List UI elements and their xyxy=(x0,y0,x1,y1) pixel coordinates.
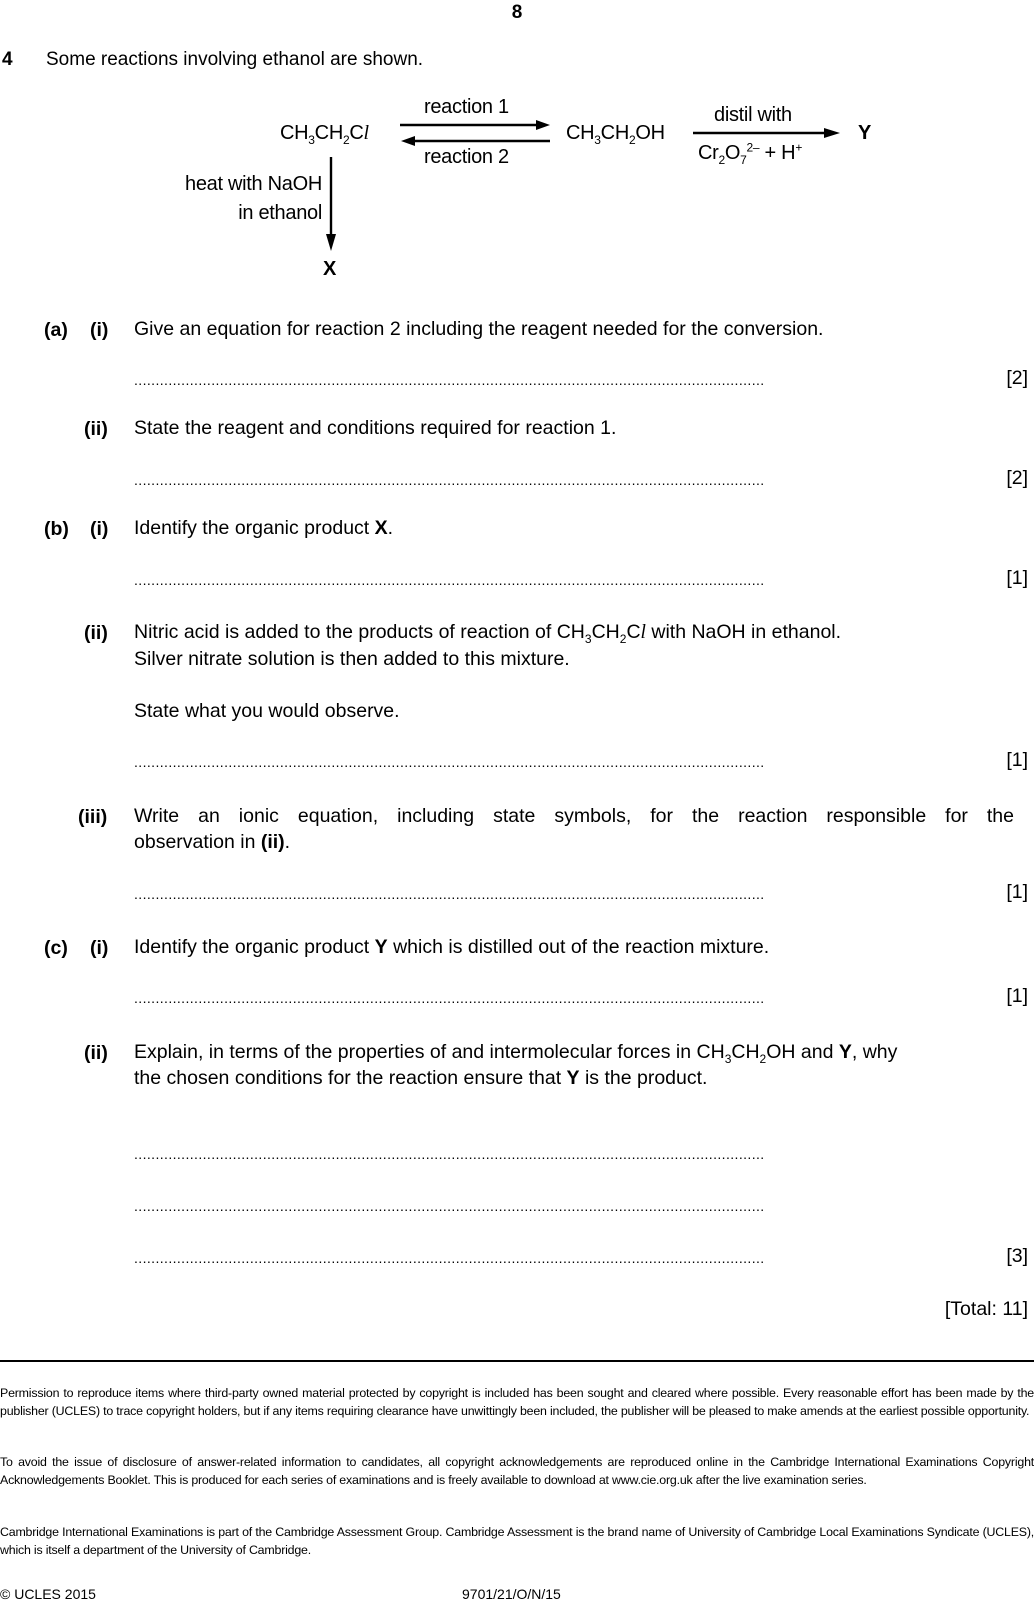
answer-line-c-ii-3[interactable]: ................................................................................................................................................... xyxy=(134,1250,765,1266)
answer-line-c-i[interactable]: ................................................................................................................................................... xyxy=(134,990,765,1006)
mark-b-iii: [1] xyxy=(1006,881,1028,903)
part-a-ii-label: (ii) xyxy=(84,418,108,440)
ethanol-formula: $CH_3CH_2OH$ xyxy=(566,122,665,147)
answer-line-b-i[interactable]: ................................................................................................................................................... xyxy=(134,572,765,588)
product-x-label: X xyxy=(323,258,337,280)
part-a-i-question: Give an equation for reaction 2 including the reagent needed for the conversion. xyxy=(134,318,824,340)
part-b-i-question: Identify the organic product X. xyxy=(134,517,394,539)
part-a-label: (a) xyxy=(44,319,68,341)
part-c-ii-label: (ii) xyxy=(84,1042,108,1064)
part-b-iii-label: (iii) xyxy=(78,806,108,828)
product-y-label: Y xyxy=(858,122,872,144)
part-b-iii-question: Write an ionic equation, including state symbols, for the reaction responsible for the observation in (ii). xyxy=(134,805,1014,853)
part-b-i-label: (i) xyxy=(90,518,109,540)
footer-divider xyxy=(0,1360,1034,1362)
equilibrium-arrows-icon xyxy=(398,118,553,148)
answer-line-a-i[interactable]: ................................................................................................................................................... xyxy=(134,372,765,388)
answer-line-b-iii[interactable]: ................................................................................................................................................... xyxy=(134,886,765,902)
part-a-ii-question: State the reagent and conditions required for reaction 1. xyxy=(134,417,617,439)
elimination-arrow-icon xyxy=(324,156,338,252)
question-number: 4 xyxy=(2,49,13,70)
reaction-diagram xyxy=(0,0,1034,290)
naoh-condition-label: heat with NaOH in ethanol xyxy=(185,173,322,224)
chloroethane-formula: $CH_3CH_2Cl$ xyxy=(280,122,369,147)
copyright-permission-note: Permission to reproduce items where third-party owned material protected by copyright is included has been sought and cleared where possible. Every reasonable effort has been made by the publisher (UCLES) to trace copyright holders, but if any items requiring clearance have unwittingly been included, the publisher will be pleased to make amends at the earliest possible opportunity. xyxy=(0,1386,1034,1418)
part-c-i-question: Identify the organic product Y which is distilled out of the reaction mixture. xyxy=(134,936,770,958)
part-b-label: (b) xyxy=(44,518,69,540)
part-c-ii-question: Explain, in terms of the properties of and intermolecular forces in $CH_3CH_2OH$ and Y, why the chosen conditions for the reaction ensure that Y is the product. xyxy=(134,1041,898,1089)
part-b-ii-instruction: State what you would observe. xyxy=(134,700,400,722)
part-a-i-label: (i) xyxy=(90,319,109,341)
paper-code: 9701/21/O/N/15 xyxy=(462,1586,561,1602)
reaction-1-label: reaction 1 xyxy=(424,96,509,118)
answer-line-a-ii[interactable]: ................................................................................................................................................... xyxy=(134,472,765,488)
mark-a-i: [2] xyxy=(1006,367,1028,389)
part-c-i-label: (i) xyxy=(90,937,109,959)
mark-c-i: [1] xyxy=(1006,985,1028,1007)
mark-b-ii: [1] xyxy=(1006,749,1028,771)
part-c-label: (c) xyxy=(44,937,68,959)
total-marks: [Total: 11] xyxy=(944,1298,1028,1320)
mark-b-i: [1] xyxy=(1006,567,1028,589)
page-number: 8 xyxy=(511,2,523,23)
part-b-ii-label: (ii) xyxy=(84,622,108,644)
dichromate-formula: $Cr_2O_7^{2-} + H^+$ xyxy=(698,140,803,167)
answer-line-b-ii[interactable]: ................................................................................................................................................... xyxy=(134,754,765,770)
answer-line-c-ii-2[interactable]: ................................................................................................................................................... xyxy=(134,1198,765,1214)
question-intro: Some reactions involving ethanol are shown. xyxy=(46,49,424,70)
answer-line-c-ii-1[interactable]: ................................................................................................................................................... xyxy=(134,1146,765,1162)
part-b-ii-question: Nitric acid is added to the products of reaction of $CH_3CH_2Cl$ with NaOH in ethanol. Silver nitrate solution is then added to this mixture. xyxy=(134,621,842,670)
mark-a-ii: [2] xyxy=(1006,467,1028,489)
copyright-label: © UCLES 2015 xyxy=(0,1586,96,1602)
mark-c-ii: [3] xyxy=(1006,1245,1028,1267)
distil-label: distil with xyxy=(714,104,792,126)
copyright-booklet-note: To avoid the issue of disclosure of answer-related information to candidates, all copyright acknowledgements are reproduced online in the Cambridge International Examinations Copyright Acknowledgements Booklet. This is produced for each series of examinations and is freely available to download at www.cie.org.uk after the live examination series. xyxy=(0,1455,1034,1487)
reaction-2-label: reaction 2 xyxy=(424,146,509,168)
oxidation-arrow-icon xyxy=(692,126,842,140)
cambridge-assessment-note: Cambridge International Examinations is part of the Cambridge Assessment Group. Cambridge Assessment is the brand name of University of Cambridge Local Examinations Syndicate (UCLES), which is itself a department of the University of Cambridge. xyxy=(0,1525,1034,1557)
